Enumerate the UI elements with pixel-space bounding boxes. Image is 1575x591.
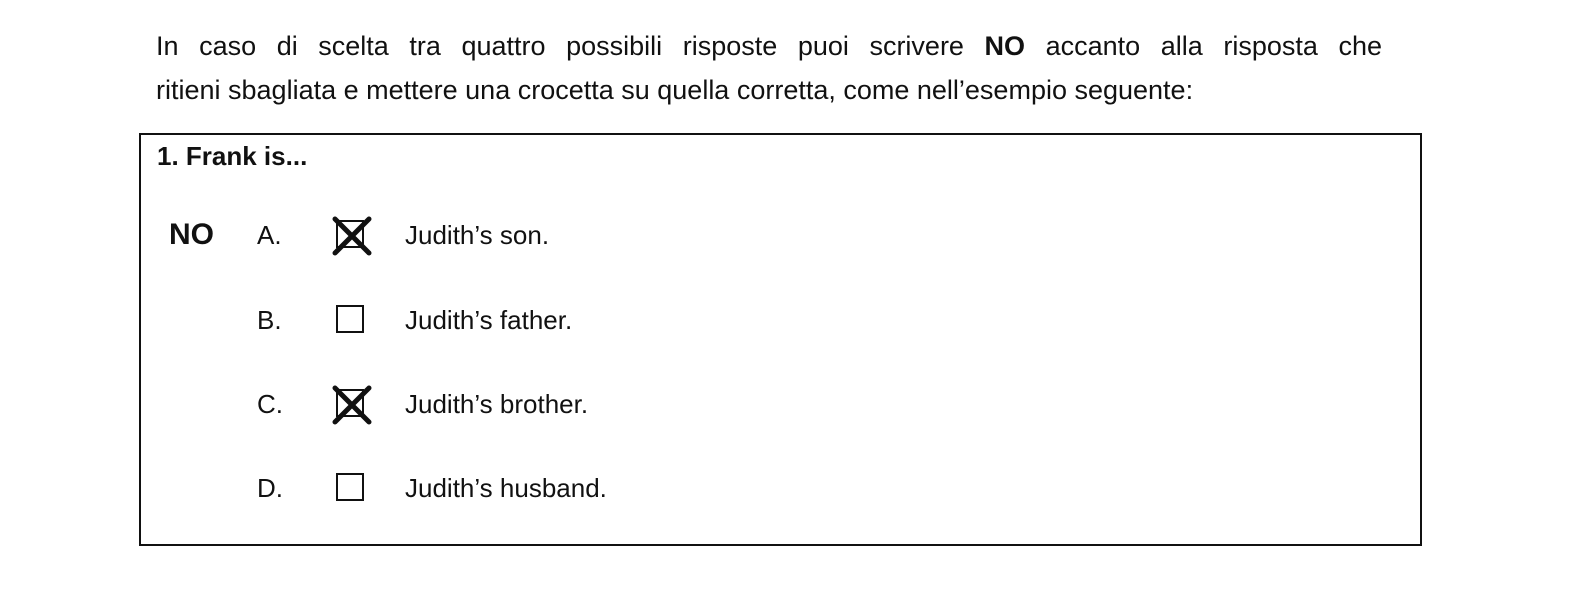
option-b (141, 300, 1420, 340)
option-text-d: Judith’s husband. (405, 473, 607, 503)
instructions-line-1-start: In caso di scelta tra quattro possibili risposte puoi scrivere (156, 31, 985, 61)
checkbox-a[interactable] (336, 220, 364, 248)
option-letter-a: A. (257, 220, 282, 250)
instructions-line-2: ritieni sbagliata e mettere una crocetta su quella corretta, come nell’esempio seguente: (156, 75, 1194, 105)
option-c (141, 384, 1420, 424)
question-title: 1. Frank is... (157, 141, 308, 171)
option-letter-b: B. (257, 305, 282, 335)
instructions-no-keyword: NO (984, 31, 1026, 61)
checkbox-c[interactable] (336, 389, 364, 417)
cross-mark-icon (331, 384, 373, 426)
instructions-line-1 (156, 24, 1382, 68)
checkbox-b[interactable] (336, 305, 364, 333)
option-text-b: Judith’s father. (405, 305, 573, 335)
option-a (141, 215, 1420, 255)
instructions-text (156, 24, 1382, 112)
option-text-a: Judith’s son. (405, 220, 550, 250)
no-mark-a: NO (169, 218, 214, 251)
cross-mark-icon (331, 215, 373, 257)
example-question-box (139, 133, 1422, 546)
option-letter-d: D. (257, 473, 283, 503)
option-d (141, 468, 1420, 508)
instructions-line-1-end: accanto alla risposta che (1025, 31, 1382, 61)
option-letter-c: C. (257, 389, 283, 419)
checkbox-d[interactable] (336, 473, 364, 501)
option-text-c: Judith’s brother. (405, 389, 589, 419)
